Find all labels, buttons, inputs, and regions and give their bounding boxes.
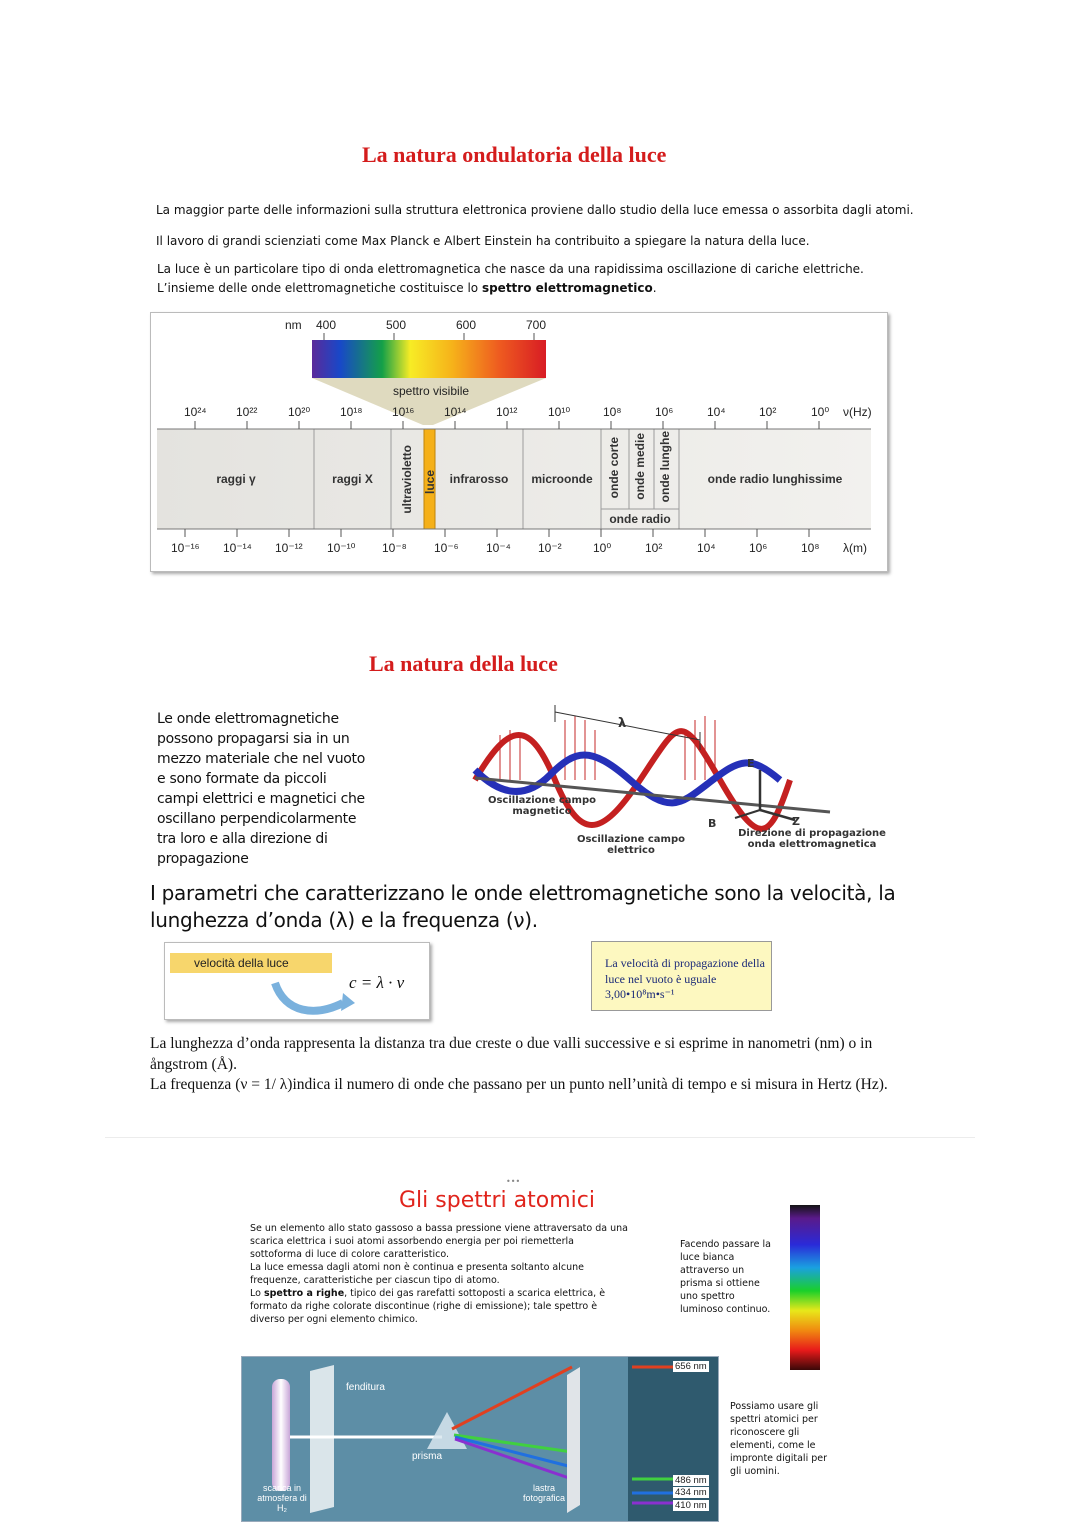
atom-p3 [250, 1287, 628, 1326]
section1-p2: Il lavoro di grandi scienziati come Max Planck e Albert Einstein ha contribuito a spiegare la natura della luce. [156, 234, 810, 248]
band-radio: onde radio [609, 512, 671, 526]
label-486: 486 nm [675, 1475, 707, 1486]
freq-unit: ν(Hz) [843, 405, 872, 419]
speed-arrow [265, 973, 355, 1017]
label-656: 656 nm [675, 1361, 707, 1372]
wl-tick: 10⁻¹² [275, 541, 303, 555]
side-note-prism: Facendo passare la luce bianca attraverso un prisma si ottiene uno spettro luminoso continuo. [680, 1239, 771, 1315]
wl-unit: λ(m) [843, 541, 867, 555]
visible-spectrum-bar [312, 340, 546, 378]
nm-tick: 400 [316, 318, 337, 332]
band-gamma: raggi γ [216, 472, 256, 486]
continuous-spectrum-strip [790, 1205, 820, 1370]
wl-tick: 10⁻² [538, 541, 562, 555]
freq-tick: 10¹⁰ [548, 405, 571, 419]
band-long: onde lunghe [658, 431, 672, 503]
section2-title: La natura della luce [369, 651, 558, 676]
atom-p2: La luce emessa dagli atomi non è continua e presenta soltanto alcune frequenze, caratteristiche per ciascun tipo di atomo. [250, 1262, 584, 1286]
p4-pre: L’insieme delle onde elettromagnetiche costituisce lo [157, 281, 482, 295]
section1-p3: La luce è un particolare tipo di onda elettromagnetica che nasce da una rapidissima oscillazione di cariche elettriche. [157, 262, 864, 276]
freq-tick: 10⁰ [811, 405, 830, 419]
speed-label: velocità della luce [170, 953, 332, 973]
label-434: 434 nm [675, 1487, 707, 1498]
band-vlong: onde radio lunghissime [707, 472, 843, 486]
wave-dir-label: Direzione di propagazione onda elettromagnetica [738, 828, 886, 850]
label-fenditura: fenditura [346, 1382, 385, 1393]
wl-tick: 10⁻⁴ [486, 541, 511, 555]
label-scarica: scarica in atmosfera di H₂ [257, 1483, 307, 1513]
wl-tick: 10² [645, 541, 663, 555]
visible-label: spettro visibile [393, 384, 470, 398]
speed-formula-box [164, 942, 430, 1020]
wave-z-label: Z [792, 815, 800, 828]
freq-tick: 10¹⁴ [444, 405, 467, 419]
label-prisma: prisma [412, 1451, 443, 1462]
page-divider [105, 1137, 975, 1138]
section3-title: Gli spettri atomici [399, 1188, 595, 1213]
freq-tick: 10²⁴ [184, 405, 207, 419]
wl-tick: 10⁰ [593, 541, 612, 555]
wl-tick: 10⁻¹⁰ [327, 541, 356, 555]
freq-tick: 10²² [236, 405, 258, 419]
nm-label: nm [285, 318, 302, 332]
params-text: I parametri che caratterizzano le onde elettromagnetiche sono la velocità, la lunghezza d’onda (λ) e la frequenza (ν). [150, 881, 896, 932]
section1-p1: La maggior parte delle informazioni sulla struttura elettronica proviene dallo studio della luce emessa o assorbita dagli atomi. [156, 203, 914, 217]
atom-p3-bold: spettro a righe [263, 1288, 345, 1299]
freq-tick: 10¹⁸ [340, 405, 363, 419]
em-wave-figure [470, 700, 890, 860]
band-light: luce [423, 470, 437, 495]
wave-elec-label: Oscillazione campo elettrico [576, 834, 686, 856]
section2-body: Le onde elettromagnetiche possono propagarsi sia in un mezzo materiale che nel vuoto e sono formate da piccoli campi elettrici e magnetici che oscillano perpendicolarmente tra loro e alla direzione di propagazione [157, 711, 365, 867]
label-410: 410 nm [675, 1500, 707, 1511]
wl-tick: 10⁴ [697, 541, 716, 555]
wl-tick: 10⁻¹⁶ [171, 541, 200, 555]
freq-tick: 10⁶ [655, 405, 674, 419]
emission-graphics [242, 1357, 718, 1521]
wl-tick: 10⁸ [801, 541, 820, 555]
p4-bold: spettro elettromagnetico [481, 281, 653, 295]
wave-mag-label: Oscillazione campo magnetico [487, 795, 597, 817]
wave-b-label: B [708, 817, 717, 830]
freq-tick: 10¹⁶ [392, 405, 415, 419]
wl-tick: 10⁶ [749, 541, 768, 555]
nm-tick-marks [324, 333, 534, 340]
wl-tick-marks [185, 529, 809, 537]
speed-info-box [591, 941, 772, 1011]
emission-figure [241, 1356, 719, 1522]
band-medium: onde medie [633, 433, 647, 500]
p-frequency: La frequenza (ν = 1/ λ)indica il numero di onde che passano per un punto nell’unità di tempo e si misura in Hertz (Hz). [150, 1076, 888, 1093]
freq-tick: 10²⁰ [288, 405, 311, 419]
p4-post: . [652, 281, 657, 295]
speed-info-text: La velocità di propagazione della luce nel vuoto è uguale [605, 956, 765, 986]
em-spectrum-figure [150, 312, 888, 572]
freq-tick: 10⁴ [707, 405, 726, 419]
freq-tick: 10² [759, 405, 777, 419]
atom-p1: Se un elemento allo stato gassoso a bassa pressione viene attraversato da una scarica elettrica i suoi atomi assorbendo energia per poi riemetterla sottoforma di luce di colore caratteristico. [250, 1223, 628, 1260]
label-lastra: lastra fotografica [522, 1483, 566, 1503]
section1-title: La natura ondulatoria della luce [362, 142, 667, 167]
atom-text-block [250, 1222, 628, 1326]
nm-tick: 700 [526, 318, 547, 332]
wl-tick: 10⁻⁸ [382, 541, 407, 555]
nm-tick: 500 [386, 318, 407, 332]
wl-tick: 10⁻¹⁴ [223, 541, 252, 555]
band-ir: infrarosso [449, 472, 509, 486]
wl-tick: 10⁻⁶ [434, 541, 459, 555]
wave-lambda: λ [618, 716, 627, 731]
band-micro: microonde [531, 472, 593, 486]
nm-tick: 600 [456, 318, 477, 332]
side-note-fingerprint: Possiamo usare gli spettri atomici per riconoscere gli elementi, come le impronte digitali per gli uomini. [730, 1401, 828, 1477]
freq-tick-marks [195, 421, 819, 429]
freq-tick: 10¹² [496, 405, 518, 419]
section3-dots: ••• [506, 1177, 521, 1186]
band-uv: ultravioletto [400, 445, 414, 514]
section1-p4 [157, 279, 957, 297]
wave-e-label: E [747, 757, 755, 770]
p-wavelength: La lunghezza d’onda rappresenta la distanza tra due creste o due valli successive e si esprime in nanometri (nm) o in ångstrom (Å). [150, 1035, 873, 1073]
band-x: raggi X [332, 472, 373, 486]
freq-tick: 10⁸ [603, 405, 622, 419]
band-short: onde corte [607, 437, 621, 499]
speed-formula: c = λ · ν [349, 973, 405, 992]
atom-p3-pre: Lo [250, 1288, 264, 1299]
speed-info-value: 3,00•10⁸m•s⁻¹ [605, 987, 675, 1001]
atom-p3-post: , tipico dei gas rarefatti sottoposti a scarica elettrica, è formato da righe colorate discontinue (righe di emissione); tale spettro è diverso per ogni elemento chimico. [250, 1288, 606, 1325]
